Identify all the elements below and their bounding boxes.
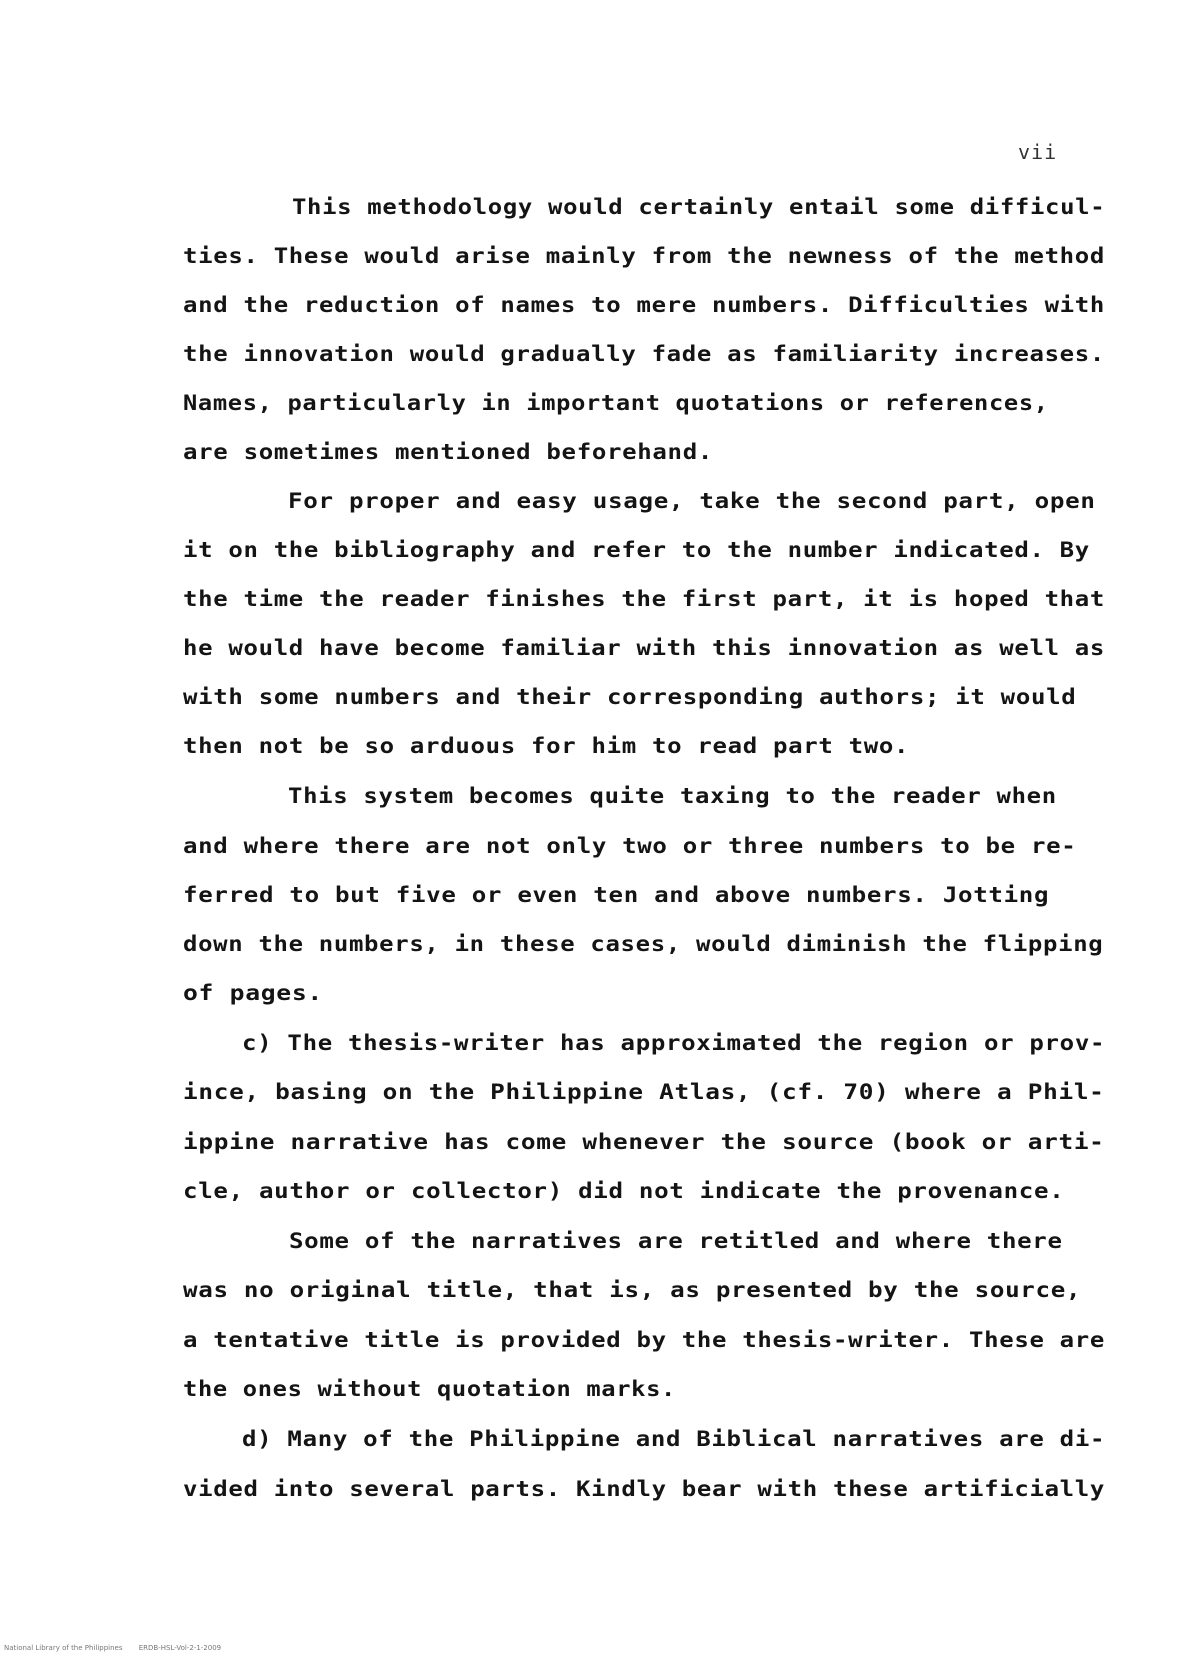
text-line: ippine narrative has come whenever the source (book or arti- bbox=[183, 1130, 1105, 1155]
text-line: with some numbers and their corresponding authors; it would bbox=[183, 685, 1077, 710]
text-line: ties. These would arise mainly from the newness of the method bbox=[183, 244, 1106, 269]
page-number: vii bbox=[1018, 140, 1058, 164]
text-line: of pages. bbox=[183, 981, 323, 1006]
text-line: Some of the narratives are retitled and where there bbox=[289, 1229, 1063, 1254]
text-line: This methodology would certainly entail some difficul- bbox=[292, 195, 1106, 220]
footer bbox=[4, 1644, 221, 1652]
text-line: the time the reader finishes the first part, it is hoped that bbox=[183, 587, 1106, 612]
text-line: cle, author or collector) did not indicate the provenance. bbox=[183, 1179, 1065, 1204]
text-line: it on the bibliography and refer to the number indicated. By bbox=[183, 538, 1090, 563]
text-line: d) Many of the Philippine and Biblical narratives are di- bbox=[242, 1427, 1106, 1452]
text-line: This system becomes quite taxing to the reader when bbox=[288, 784, 1057, 809]
text-line: vided into several parts. Kindly bear with these artificially bbox=[183, 1477, 1106, 1502]
text-line: For proper and easy usage, take the second part, open bbox=[288, 489, 1096, 514]
text-line: he would have become familiar with this innovation as well as bbox=[183, 636, 1106, 661]
text-line: the innovation would gradually fade as familiarity increases. bbox=[183, 342, 1106, 367]
text-line: are sometimes mentioned beforehand. bbox=[183, 440, 713, 465]
text-line: and where there are not only two or three numbers to be re- bbox=[183, 834, 1077, 859]
text-line: down the numbers, in these cases, would diminish the flipping bbox=[183, 932, 1104, 957]
footer-left-text: National Library of the Philippines bbox=[4, 1644, 123, 1652]
text-line: then not be so arduous for him to read part two. bbox=[183, 734, 910, 759]
text-line: Names, particularly in important quotations or references, bbox=[183, 391, 1049, 416]
text-line: the ones without quotation marks. bbox=[183, 1377, 677, 1402]
text-line: ince, basing on the Philippine Atlas, (cf. 70) where a Phil- bbox=[183, 1080, 1105, 1105]
text-line: a tentative title is provided by the thesis-writer. These are bbox=[183, 1328, 1106, 1353]
footer-right-text: ERDB-HSL-Vol-2-1-2009 bbox=[138, 1644, 222, 1652]
text-line: and the reduction of names to mere numbers. Difficulties with bbox=[183, 293, 1106, 318]
text-line: ferred to but five or even ten and above numbers. Jotting bbox=[183, 883, 1050, 908]
text-line: c) The thesis-writer has approximated the region or prov- bbox=[242, 1031, 1106, 1056]
text-line: was no original title, that is, as presented by the source, bbox=[183, 1278, 1082, 1303]
